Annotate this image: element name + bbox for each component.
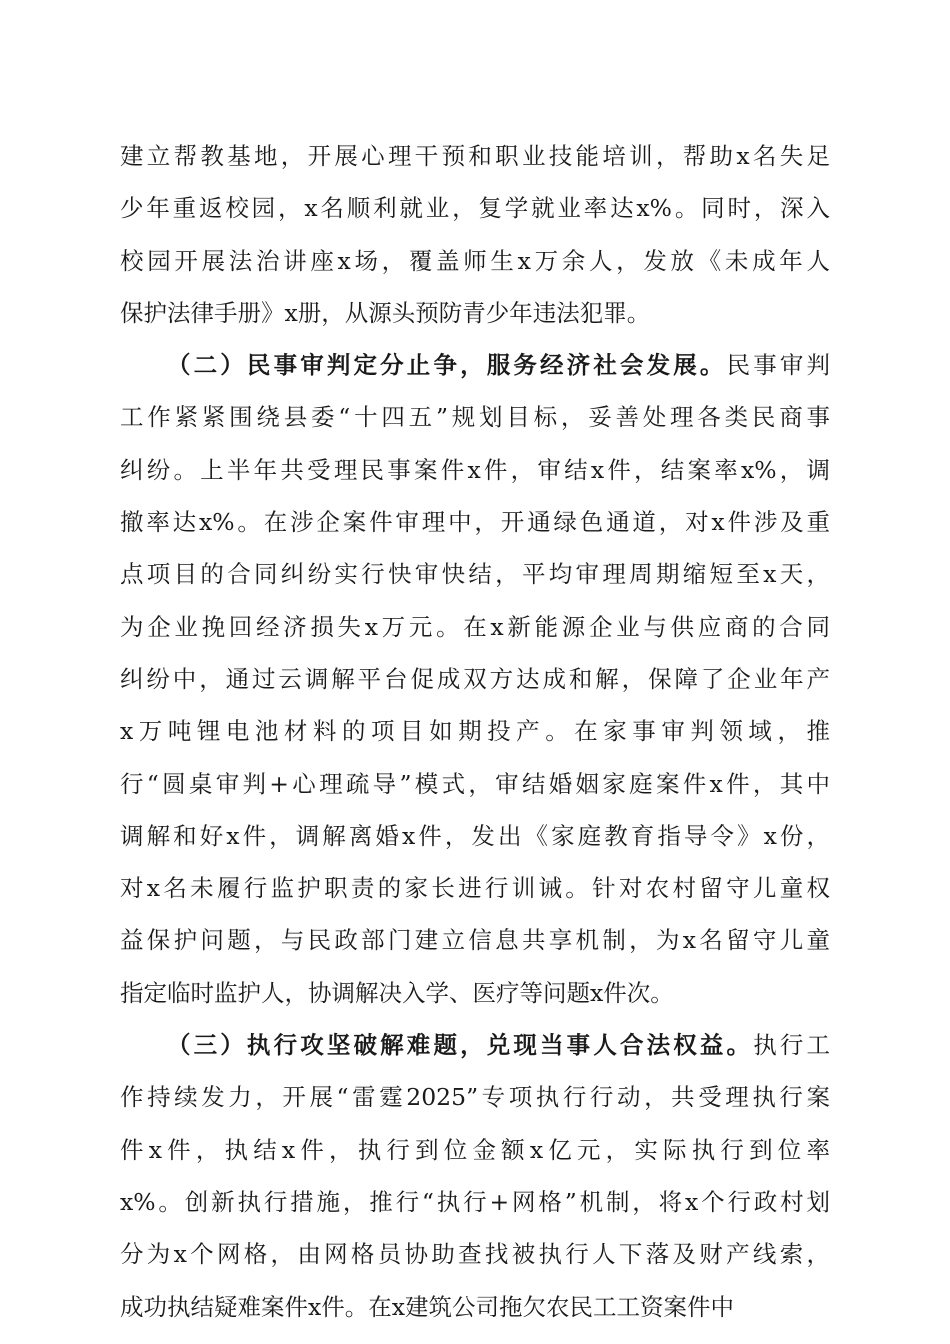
- text-line: 行“圆桌审判+心理疏导”模式，审结婚姻家庭案件x件，其中: [120, 769, 830, 798]
- text-line: 校园开展法治讲座x场，覆盖师生x万余人，发放《未成年人: [120, 246, 830, 275]
- text-line: 纠纷。上半年共受理民事案件x件，审结x件，结案率x%，调: [120, 455, 830, 484]
- text-line: 成功执结疑难案件x件。在x建筑公司拖欠农民工工资案件中: [120, 1292, 735, 1321]
- text-line: 工作紧紧围绕县委“十四五”规划目标，妥善处理各类民商事: [120, 403, 830, 432]
- document-page: [120, 130, 830, 1333]
- text-line: x%。创新执行措施，推行“执行+网格”机制，将x个行政村划: [120, 1187, 830, 1216]
- text-run: 执行工: [753, 1031, 830, 1060]
- text-line: 件x件，执结x件，执行到位金额x亿元，实际执行到位率: [120, 1135, 830, 1164]
- text-line: 撤率达x%。在涉企案件审理中，开通绿色通道，对x件涉及重: [120, 508, 830, 537]
- text-line: 保护法律手册》x册，从源头预防青少年违法犯罪。: [120, 298, 651, 327]
- text-line: 对x名未履行监护职责的家长进行训诫。针对农村留守儿童权: [120, 874, 830, 903]
- text-line: x万吨锂电池材料的项目如期投产。在家事审判领域，推: [120, 717, 830, 746]
- text-line: 纠纷中，通过云调解平台促成双方达成和解，保障了企业年产: [120, 664, 830, 693]
- text-line: 点项目的合同纠纷实行快审快结，平均审理周期缩短至x天，: [120, 560, 830, 589]
- text-line: 指定临时监护人，协调解决入学、医疗等问题x件次。: [120, 978, 674, 1007]
- section-heading-3: （三）执行攻坚破解难题，兑现当事人合法权益。: [167, 1031, 754, 1060]
- text-line: 调解和好x件，调解离婚x件，发出《家庭教育指导令》x份，: [120, 821, 830, 850]
- section-heading-line: [120, 339, 830, 391]
- text-line: 为企业挽回经济损失x万元。在x新能源企业与供应商的合同: [120, 612, 830, 641]
- text-line: 建立帮教基地，开展心理干预和职业技能培训，帮助x名失足: [120, 142, 830, 170]
- text-line: 益保护问题，与民政部门建立信息共享机制，为x名留守儿童: [120, 926, 830, 955]
- section-heading-line: [120, 1019, 830, 1071]
- text-line: 少年重返校园，x名顺利就业，复学就业率达x%。同时，深入: [120, 194, 830, 223]
- text-line: 分为x个网格，由网格员协助查找被执行人下落及财产线索，: [120, 1240, 830, 1269]
- section-heading-2: （二）民事审判定分止争，服务经济社会发展。: [167, 351, 727, 380]
- text-line: 作持续发力，开展“雷霆2025”专项执行行动，共受理执行案: [120, 1083, 830, 1112]
- text-run: 民事审判: [726, 351, 830, 380]
